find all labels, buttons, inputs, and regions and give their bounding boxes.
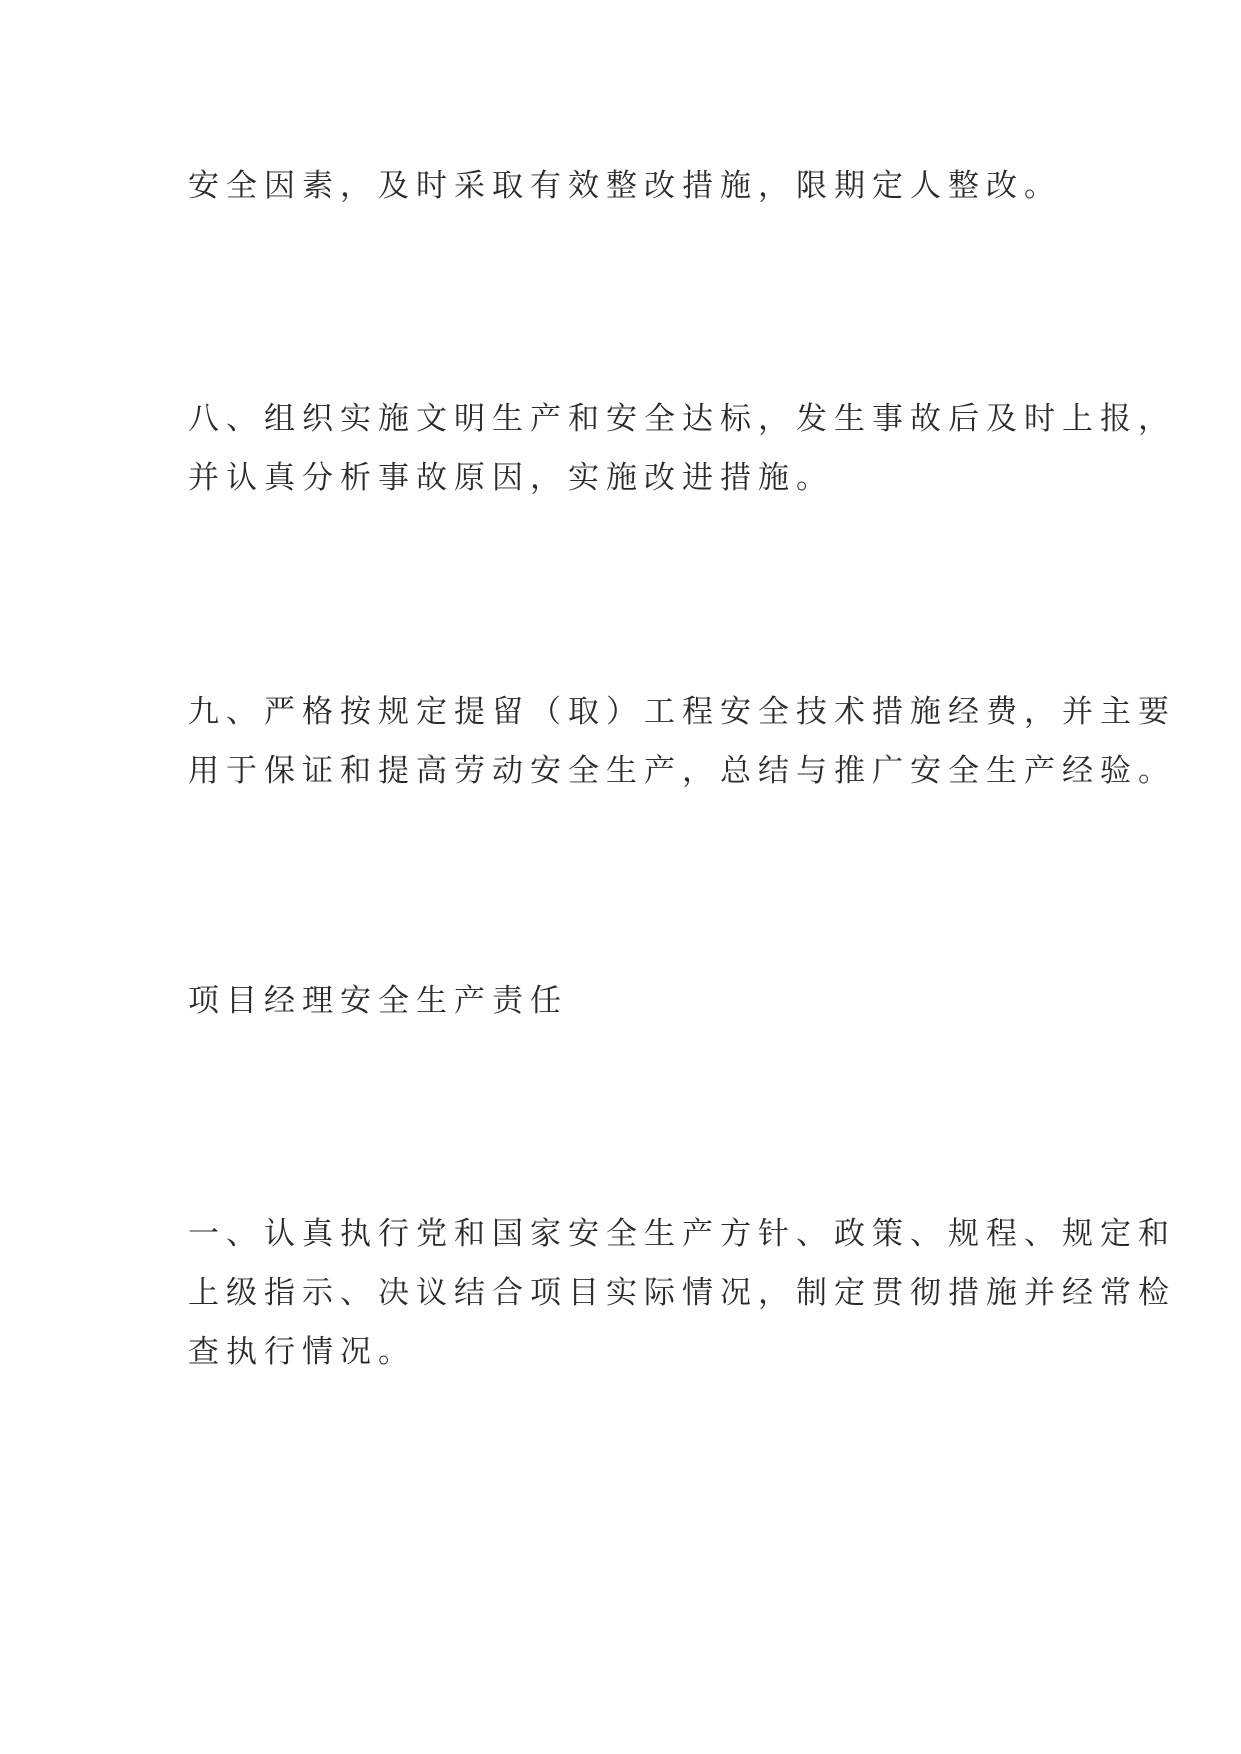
text-line: 安全因素，及时采取有效整改措施，限期定人整改。 xyxy=(188,168,1062,204)
section-heading xyxy=(188,972,1088,1031)
text-line: 八、组织实施文明生产和安全达标，发生事故后及时上报， xyxy=(188,401,1176,437)
text-line: 上级指示、决议结合项目实际情况，制定贯彻措施并经常检 xyxy=(188,1275,1176,1311)
text-line: 九、严格按规定提留（取）工程安全技术措施经费，并主要 xyxy=(188,694,1176,730)
heading-text: 项目经理安全生产责任 xyxy=(188,983,568,1019)
paragraph-item-1 xyxy=(188,1205,1176,1382)
paragraph-item-8 xyxy=(188,390,1176,508)
text-line: 用于保证和提高劳动安全生产，总结与推广安全生产经验。 xyxy=(188,753,1176,789)
text-line: 查执行情况。 xyxy=(188,1334,416,1370)
text-line: 一、认真执行党和国家安全生产方针、政策、规程、规定和 xyxy=(188,1216,1176,1252)
text-line: 并认真分析事故原因，实施改进措施。 xyxy=(188,460,834,496)
paragraph-continuation xyxy=(188,157,1088,216)
paragraph-item-9 xyxy=(188,683,1176,801)
